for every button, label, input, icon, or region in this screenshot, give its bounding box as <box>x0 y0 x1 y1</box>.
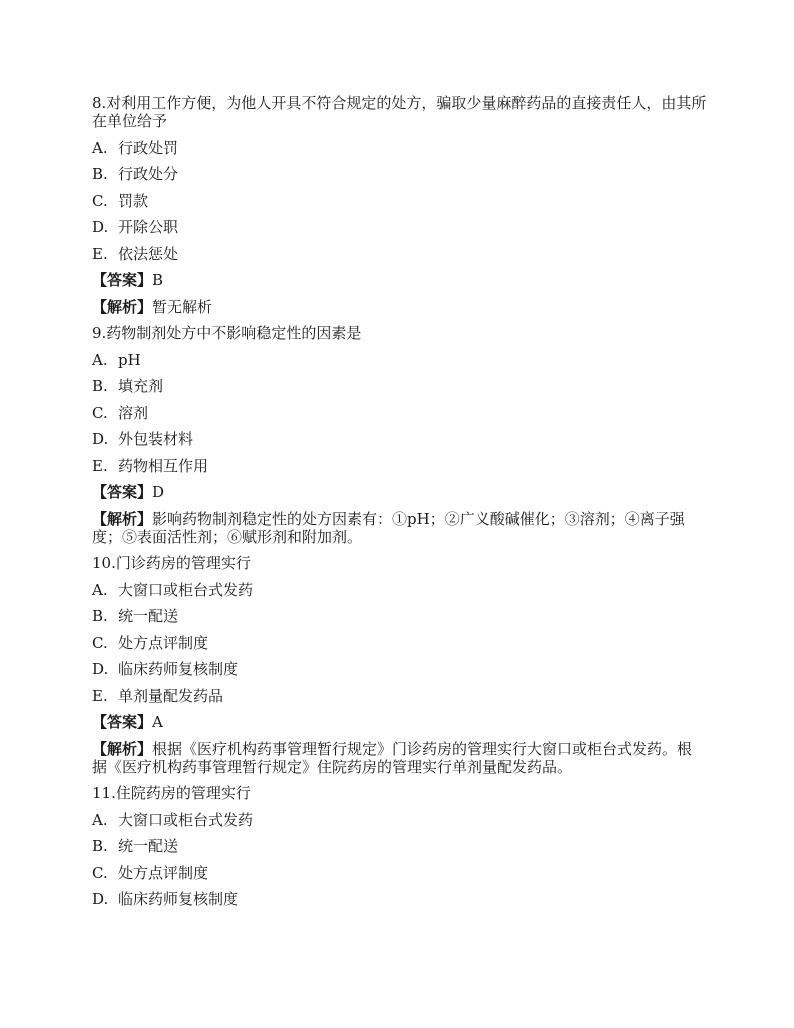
option-text: 统一配送 <box>118 837 179 855</box>
answer-value: B <box>152 271 164 289</box>
option-text: 处方点评制度 <box>118 863 209 882</box>
option-a <box>92 811 707 829</box>
option-letter: A. <box>92 350 108 369</box>
option-text: 行政处分 <box>118 165 179 183</box>
option-letter: A. <box>92 138 108 157</box>
option-text: 外包装材料 <box>118 430 194 448</box>
analysis-label: 【解析】 <box>92 739 153 758</box>
option-a <box>92 581 707 599</box>
answer-line <box>92 483 707 501</box>
option-text: 大窗口或柜台式发药 <box>118 580 254 599</box>
option-text: pH <box>118 350 141 369</box>
option-text: 溶剂 <box>118 403 149 422</box>
option-text: 临床药师复核制度 <box>118 890 239 908</box>
option-e <box>92 245 707 263</box>
option-text: 开除公职 <box>118 218 179 236</box>
answer-value: D <box>152 483 165 501</box>
option-letter: D. <box>92 890 109 908</box>
option-text: 罚款 <box>118 191 149 210</box>
option-text: 行政处罚 <box>118 138 179 157</box>
option-d <box>92 660 707 678</box>
option-e <box>92 457 707 475</box>
option-text: 依法惩处 <box>118 244 179 263</box>
analysis-line <box>92 298 707 316</box>
option-text: 临床药师复核制度 <box>118 660 239 678</box>
answer-label: 【答案】 <box>92 271 153 289</box>
option-c <box>92 192 707 210</box>
answer-value: A <box>152 713 163 731</box>
option-letter: C. <box>92 403 108 422</box>
option-b <box>92 165 707 183</box>
document-page <box>92 94 707 917</box>
option-text: 大窗口或柜台式发药 <box>118 810 254 829</box>
option-letter: B. <box>92 165 108 183</box>
answer-label: 【答案】 <box>92 483 153 501</box>
option-c <box>92 634 707 652</box>
analysis-text: 暂无解析 <box>152 297 213 316</box>
option-text: 填充剂 <box>118 377 164 395</box>
option-letter: D. <box>92 430 109 448</box>
option-b <box>92 837 707 855</box>
option-letter: D. <box>92 660 109 678</box>
analysis-text: 根据《医疗机构药事管理暂行规定》门诊药房的管理实行大窗口或柜台式发药。根据《医疗机构药事管理暂行规定》住院药房的管理实行单剂量配发药品。 <box>92 739 693 776</box>
option-e <box>92 687 707 705</box>
analysis-line <box>92 740 707 776</box>
answer-line <box>92 713 707 731</box>
option-letter: C. <box>92 863 108 882</box>
question-stem: 10.门诊药房的管理实行 <box>92 554 251 572</box>
option-text: 药物相互作用 <box>118 456 209 475</box>
option-c <box>92 864 707 882</box>
option-letter: C. <box>92 633 108 652</box>
option-c <box>92 404 707 422</box>
analysis-label: 【解析】 <box>92 509 153 528</box>
option-letter: B. <box>92 607 108 625</box>
option-d <box>92 430 707 448</box>
option-d <box>92 890 707 908</box>
analysis-label: 【解析】 <box>92 297 153 316</box>
option-b <box>92 377 707 395</box>
option-text: 单剂量配发药品 <box>118 686 224 705</box>
option-text: 统一配送 <box>118 607 179 625</box>
question-stem: 9.药物制剂处方中不影响稳定性的因素是 <box>92 324 362 342</box>
option-a <box>92 351 707 369</box>
option-letter: A. <box>92 580 108 599</box>
option-letter: E. <box>92 686 108 705</box>
answer-label: 【答案】 <box>92 713 153 731</box>
option-letter: E. <box>92 456 108 475</box>
option-letter: D. <box>92 218 109 236</box>
option-a <box>92 139 707 157</box>
analysis-text: 影响药物制剂稳定性的处方因素有：①pH；②广义酸碱催化；③溶剂；④离子强度；⑤表面活性剂；⑥赋形剂和附加剂。 <box>92 509 685 546</box>
answer-line <box>92 271 707 289</box>
question-stem: 11.住院药房的管理实行 <box>92 784 251 802</box>
question-stem: 8.对利用工作方便，为他人开具不符合规定的处方，骗取少量麻醉药品的直接责任人，由其所在单位给予 <box>92 94 707 130</box>
option-letter: A. <box>92 810 108 829</box>
option-letter: C. <box>92 191 108 210</box>
option-letter: E. <box>92 244 108 263</box>
option-letter: B. <box>92 377 108 395</box>
option-d <box>92 218 707 236</box>
option-b <box>92 607 707 625</box>
option-letter: B. <box>92 837 108 855</box>
analysis-line <box>92 510 707 546</box>
option-text: 处方点评制度 <box>118 633 209 652</box>
